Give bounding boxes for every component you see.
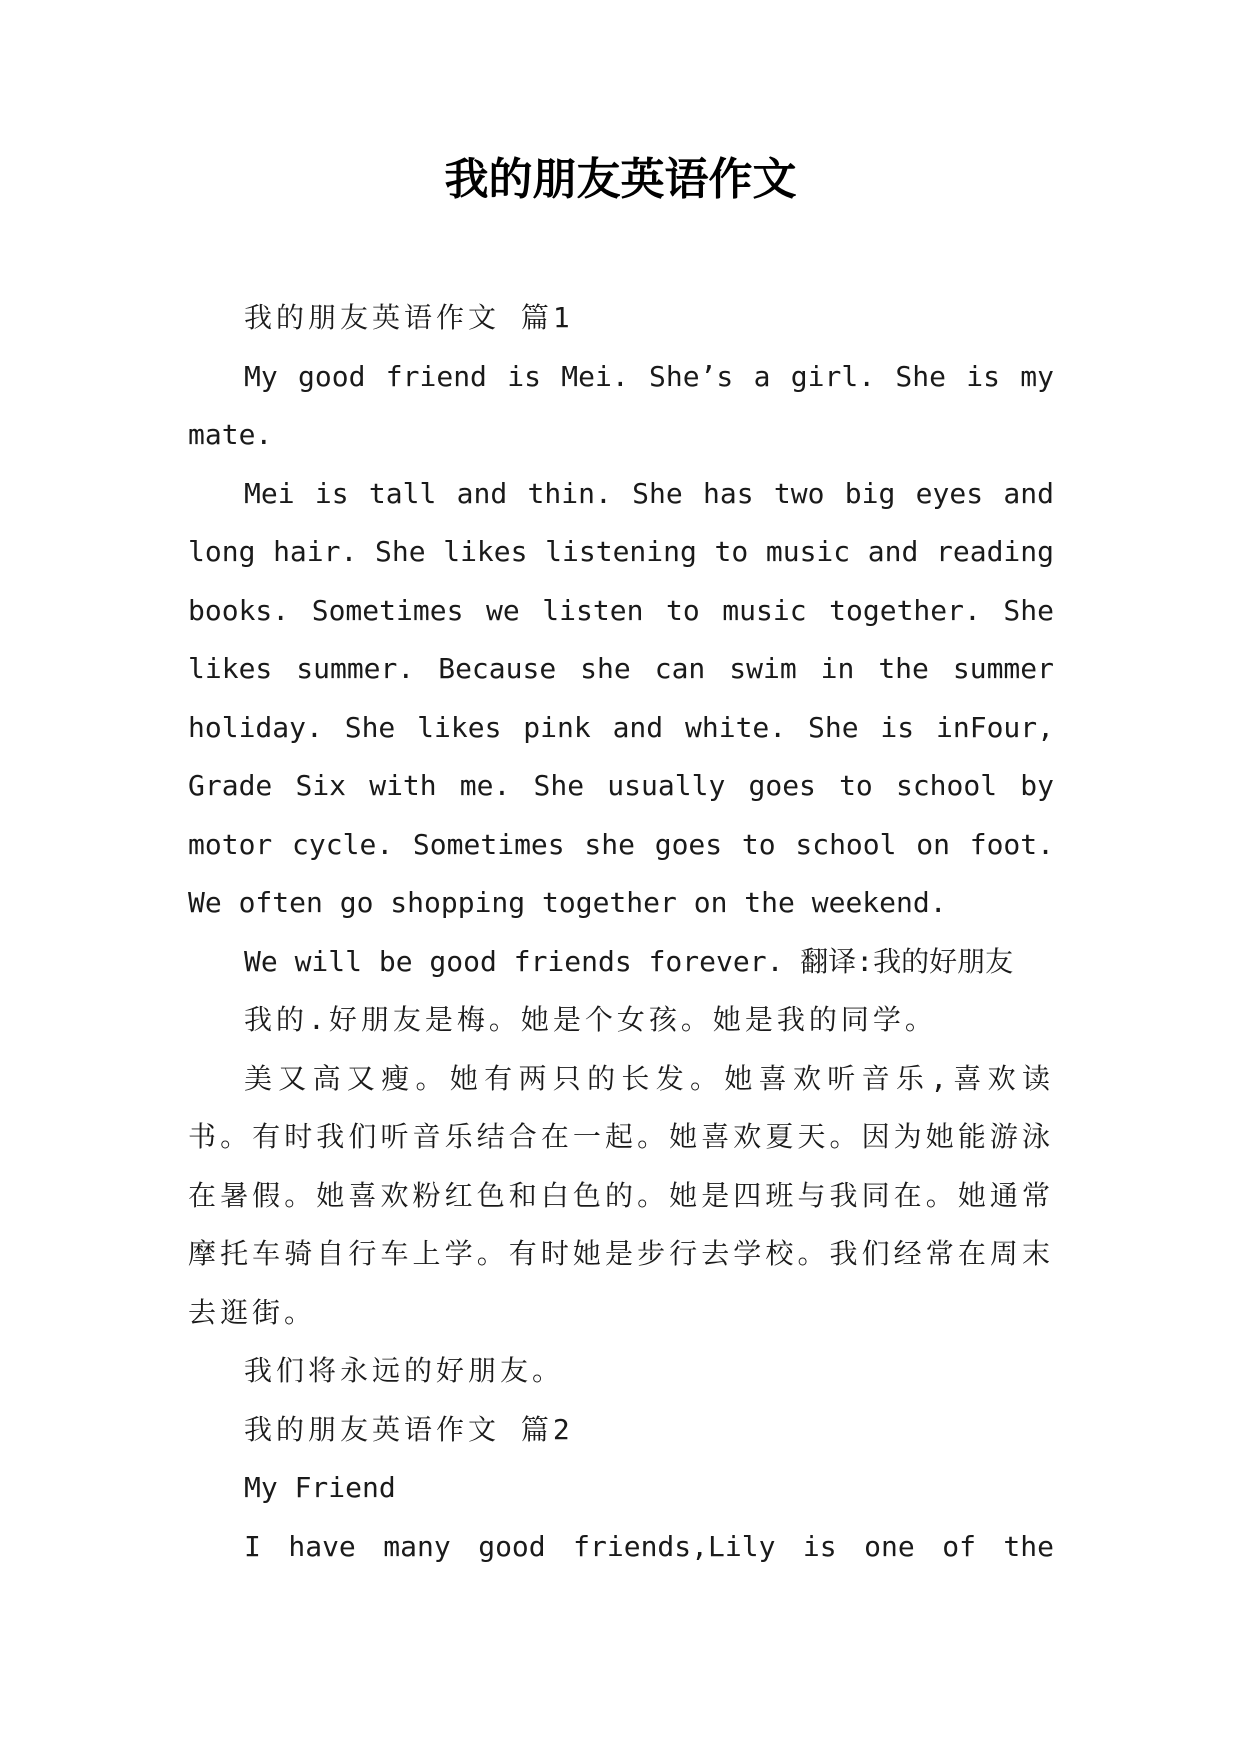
paragraph-translation-3: 我们将永远的好朋友。 [244,1354,565,1387]
paragraph-description: Mei is tall and thin. She has two big eyes and long hair. She likes listening to music and reading books. Sometimes we listen to music together. She likes summer. Because she can swim in the summer holiday. She likes pink and white. She is inFour, Grade Six with me. She usually goes to school by motor cycle. Sometimes she goes to school on foot. We often go shopping together on the weekend. [188,476,1054,919]
document-body [188,289,1054,1576]
paragraph-intro: My good friend is Mei. She’s a girl. She is my mate. [188,359,1054,451]
essay-2-title: My Friend [244,1471,396,1504]
section-heading-2: 我的朋友英语作文 篇2 [244,1412,574,1446]
essay-2-paragraph: I have many good friends,Lily is one of the [244,1529,1054,1563]
section-heading-1: 我的朋友英语作文 篇1 [244,301,574,334]
paragraph-closing: We will be good friends forever. 翻译:我的好朋友 [244,944,1014,978]
document-title: 我的朋友英语作文 [444,154,797,205]
paragraph-translation-1: 我的.好朋友是梅。她是个女孩。她是我的同学。 [244,1003,937,1036]
paragraph-translation-2: 美又高又瘦。她有两只的长发。她喜欢听音乐,喜欢读书。有时我们听音乐结合在一起。她喜欢夏天。因为她能游泳在暑假。她喜欢粉红色和白色的。她是四班与我同在。她通常摩托车骑自行车上学。有时她是步行去学校。我们经常在周末去逛街。 [188,1061,1054,1329]
